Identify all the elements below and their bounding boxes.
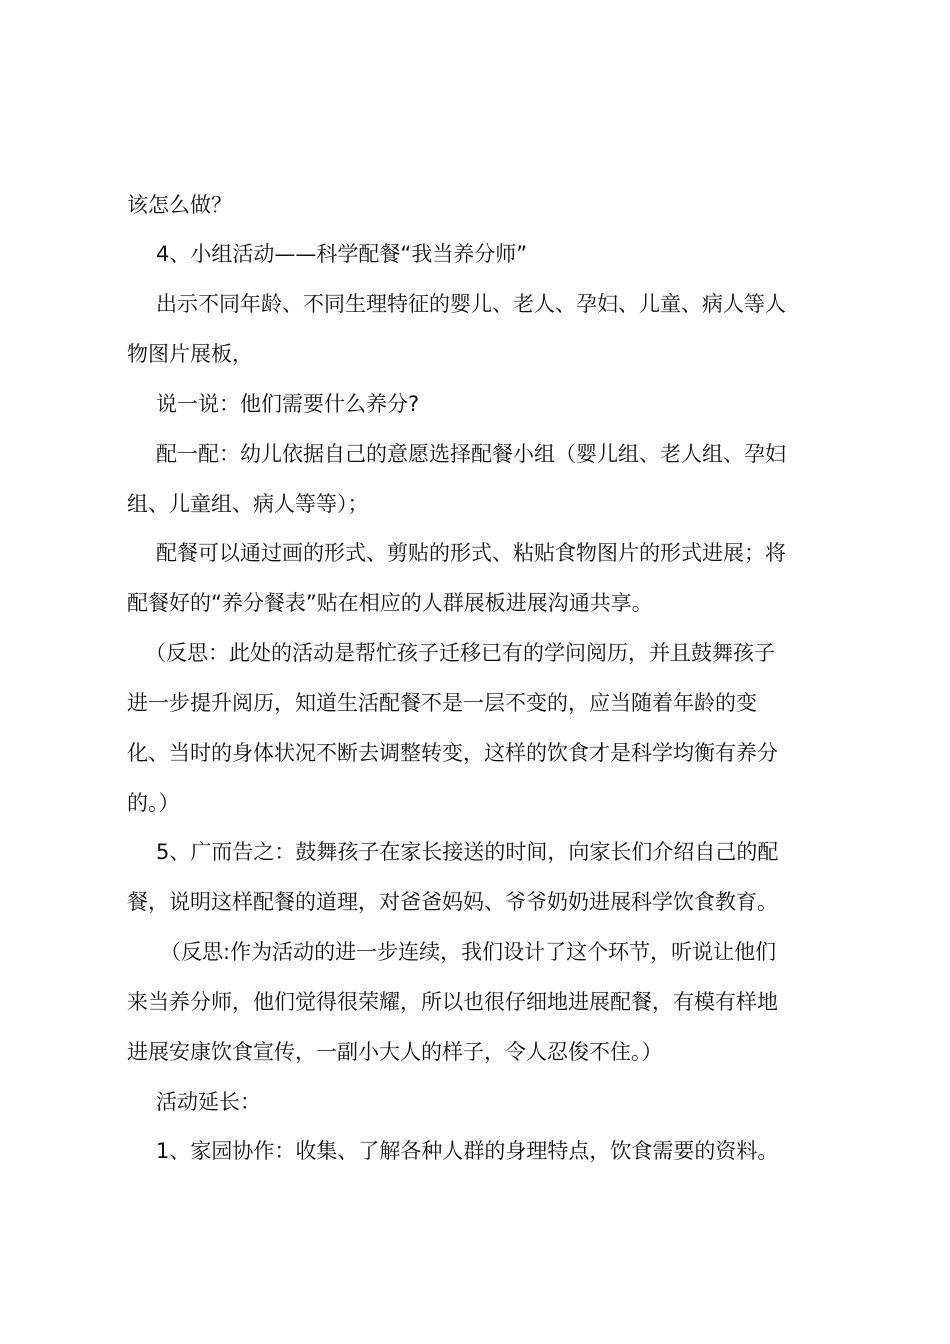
text-line-19: 活动延长： xyxy=(156,1090,261,1114)
text-line-16: （反思:作为活动的进一步连续，我们设计了这个环节，听说让他们 xyxy=(160,940,777,964)
text-line-15: 餐，说明这样配餐的道理，对爸爸妈妈、爷爷奶奶进展科学饮食教育。 xyxy=(127,890,778,914)
text-line-14: 5、广而告之：鼓舞孩子在家长接送的时间，向家长们介绍自己的配 xyxy=(156,840,779,864)
text-line-17: 来当养分师，他们觉得很荣耀，所以也很仔细地进展配餐，有模有样地 xyxy=(127,990,778,1014)
text-line-20: 1、家园协作：收集、了解各种人群的身理特点，饮食需要的资料。 xyxy=(156,1139,779,1163)
text-line-11: 进一步提升阅历，知道生活配餐不是一层不变的，应当随着年龄的变 xyxy=(127,691,757,715)
text-line-4: 物图片展板， xyxy=(127,342,253,366)
text-line-13: 的。） xyxy=(127,791,180,815)
text-line-8: 配餐可以通过画的形式、剪贴的形式、粘贴食物图片的形式进展；将 xyxy=(156,541,786,565)
text-line-7: 组、儿童组、病人等等）； xyxy=(127,492,369,516)
text-line-12: 化、当时的身体状况不断去调整转变，这样的饮食才是科学均衡有养分 xyxy=(127,741,778,765)
text-line-10: （反思：此处的活动是帮忙孩子迁移已有的学问阅历，并且鼓舞孩子 xyxy=(145,641,775,665)
text-line-5: 说一说：他们需要什么养分? xyxy=(156,392,420,416)
text-line-6: 配一配：幼儿依据自己的意愿选择配餐小组（婴儿组、老人组、孕妇 xyxy=(156,442,786,466)
text-line-3: 出示不同年龄、不同生理特征的婴儿、老人、孕妇、儿童、病人等人 xyxy=(156,292,786,316)
text-line-2: 4、小组活动——科学配餐“我当养分师” xyxy=(156,242,528,266)
text-line-18: 进展安康饮食宣传，一副小大人的样子，令人忍俊不住。） xyxy=(127,1040,663,1064)
text-line-9: 配餐好的“养分餐表”贴在相应的人群展板进展沟通共享。 xyxy=(127,591,653,615)
text-line-1: 该怎么做？ xyxy=(127,193,232,217)
